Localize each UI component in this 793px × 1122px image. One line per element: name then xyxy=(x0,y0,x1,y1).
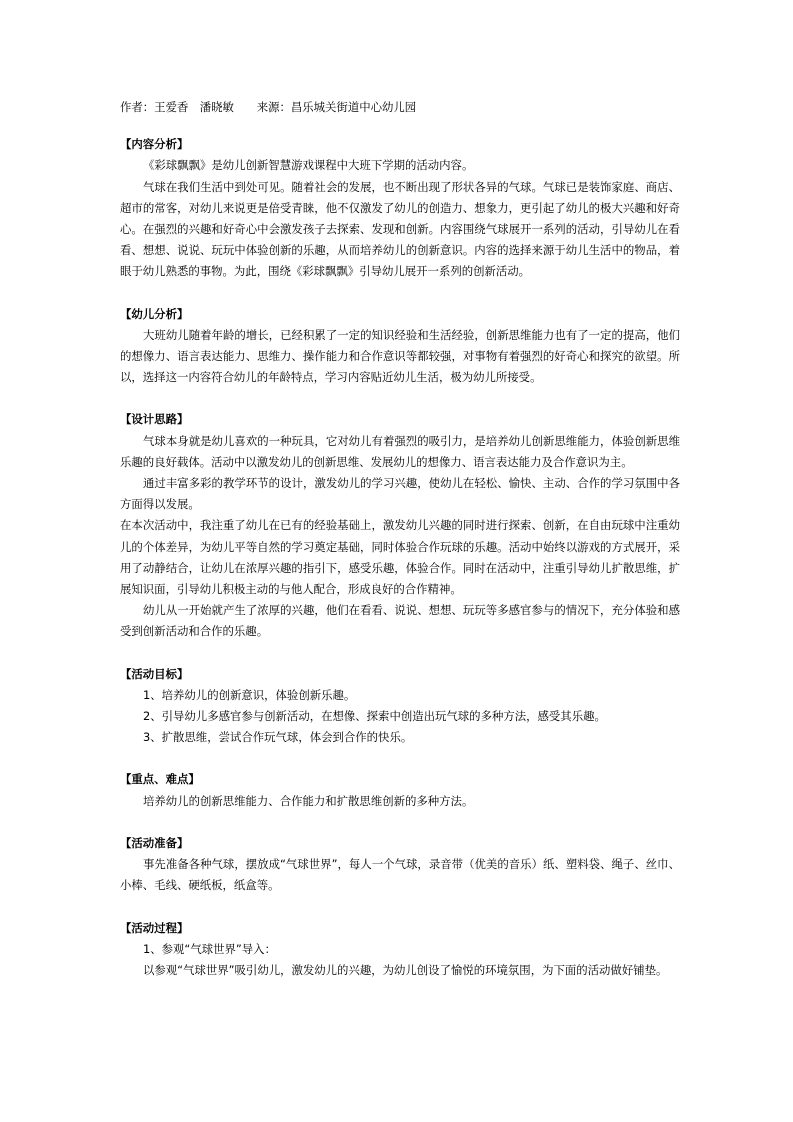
section-heading: 【活动目标】 xyxy=(120,666,189,681)
paragraph: 以参观“气球世界”吸引幼儿，激发幼儿的兴趣，为幼儿创设了愉悦的环境氛围，为下面的活动做好铺垫。 xyxy=(143,962,668,977)
section-heading: 【内容分析】 xyxy=(120,137,189,152)
paragraph: 培养幼儿的创新思维能力、合作能力和扩散思维创新的多种方法。 xyxy=(143,793,474,808)
section-heading: 【活动过程】 xyxy=(120,920,189,935)
section-key-points xyxy=(120,769,680,811)
section-heading: 【重点、难点】 xyxy=(120,772,200,787)
paragraph: 《彩球飘飘》是幼儿创新智慧游戏课程中大班下学期的活动内容。 xyxy=(143,158,474,173)
author-source-line: 作者：王爱香 潘晓敏 来源：昌乐城关街道中心幼儿园 xyxy=(120,100,417,114)
paragraph: 气球在我们生活中到处可见。随着社会的发展，也不断出现了形状各异的气球。气球已是装饰家庭、商店、超市的常客，对幼儿来说更是倍受青睐，他不仅激发了幼儿的创造力、想象力，更引起了幼儿的极大兴趣和好奇心。在强烈的兴趣和好奇心中会激发孩子去探索、发现和创新。内容围绕气球展开一系列的活动，引导幼儿在看看、想想、说说、玩玩中体验创新的乐趣，从而培养幼儿的创新意识。内容的选择来源于幼儿生活中的物品，着眼于幼儿熟悉的事物。为此，围绕《彩球飘飘》引导幼儿展开一系列的创新活动。 xyxy=(120,179,680,279)
section-activity-process xyxy=(120,918,680,982)
section-design-idea xyxy=(120,409,680,642)
paragraph: 在本次活动中，我注重了幼儿在已有的经验基础上，激发幼儿兴趣的同时进行探索、创新，在自由玩球中注重幼儿的个体差异，为幼儿平等自然的学习奠定基础，同时体验合作玩球的乐趣。活动中始终以游戏的方式展开，采用了动静结合，让幼儿在浓厚兴趣的指引下，感受乐趣，体验合作。同时在活动中，注重引导幼儿扩散思维，扩展知识面，引导幼儿积极主动的与他人配合，形成良好的合作精神。 xyxy=(120,518,680,597)
section-heading: 【活动准备】 xyxy=(120,835,189,850)
list-item: 2、引导幼儿多感官参与创新活动，在想像、探索中创造出玩气球的多种方法，感受其乐趣。 xyxy=(143,709,606,724)
paragraph: 气球本身就是幼儿喜欢的一种玩具，它对幼儿有着强烈的吸引力，是培养幼儿创新思维能力，体验创新思维乐趣的良好载体。活动中以激发幼儿的创新思维、发展幼儿的想像力、语言表达能力及合作意识为主。 xyxy=(120,433,680,469)
paragraph: 通过丰富多彩的教学环节的设计，激发幼儿的学习兴趣，使幼儿在轻松、愉快、主动、合作的学习氛围中各方面得以发展。 xyxy=(120,476,680,512)
section-heading: 【设计思路】 xyxy=(120,412,189,427)
section-content-analysis xyxy=(120,134,680,282)
section-activity-goals xyxy=(120,664,680,749)
section-child-analysis xyxy=(120,304,680,389)
paragraph: 大班幼儿随着年龄的增长，已经积累了一定的知识经验和生活经验，创新思维能力也有了一定的提高，他们的想像力、语言表达能力、思维力、操作能力和合作意识等都较强，对事物有着强烈的好奇心和探究的欲望。所以，选择这一内容符合幼儿的年龄特点，学习内容贴近幼儿生活，极为幼儿所接受。 xyxy=(120,327,680,385)
section-preparation xyxy=(120,833,680,897)
list-item: 1、参观“气球世界”导入： xyxy=(143,941,276,956)
list-item: 3、扩散思维，尝试合作玩气球，体会到合作的快乐。 xyxy=(143,730,413,745)
section-heading: 【幼儿分析】 xyxy=(120,306,189,321)
list-item: 1、培养幼儿的创新意识，体验创新乐趣。 xyxy=(143,687,356,702)
paragraph: 事先准备各种气球，摆放成“气球世界”，每人一个气球，录音带（优美的音乐）纸、塑料袋、绳子、丝巾、小棒、毛线、硬纸板，纸盒等。 xyxy=(120,857,680,893)
document-page xyxy=(120,97,680,981)
paragraph: 幼儿从一开始就产生了浓厚的兴趣，他们在看看、说说、想想、玩玩等多感官参与的情况下，充分体验和感受到创新活动和合作的乐趣。 xyxy=(120,603,680,639)
